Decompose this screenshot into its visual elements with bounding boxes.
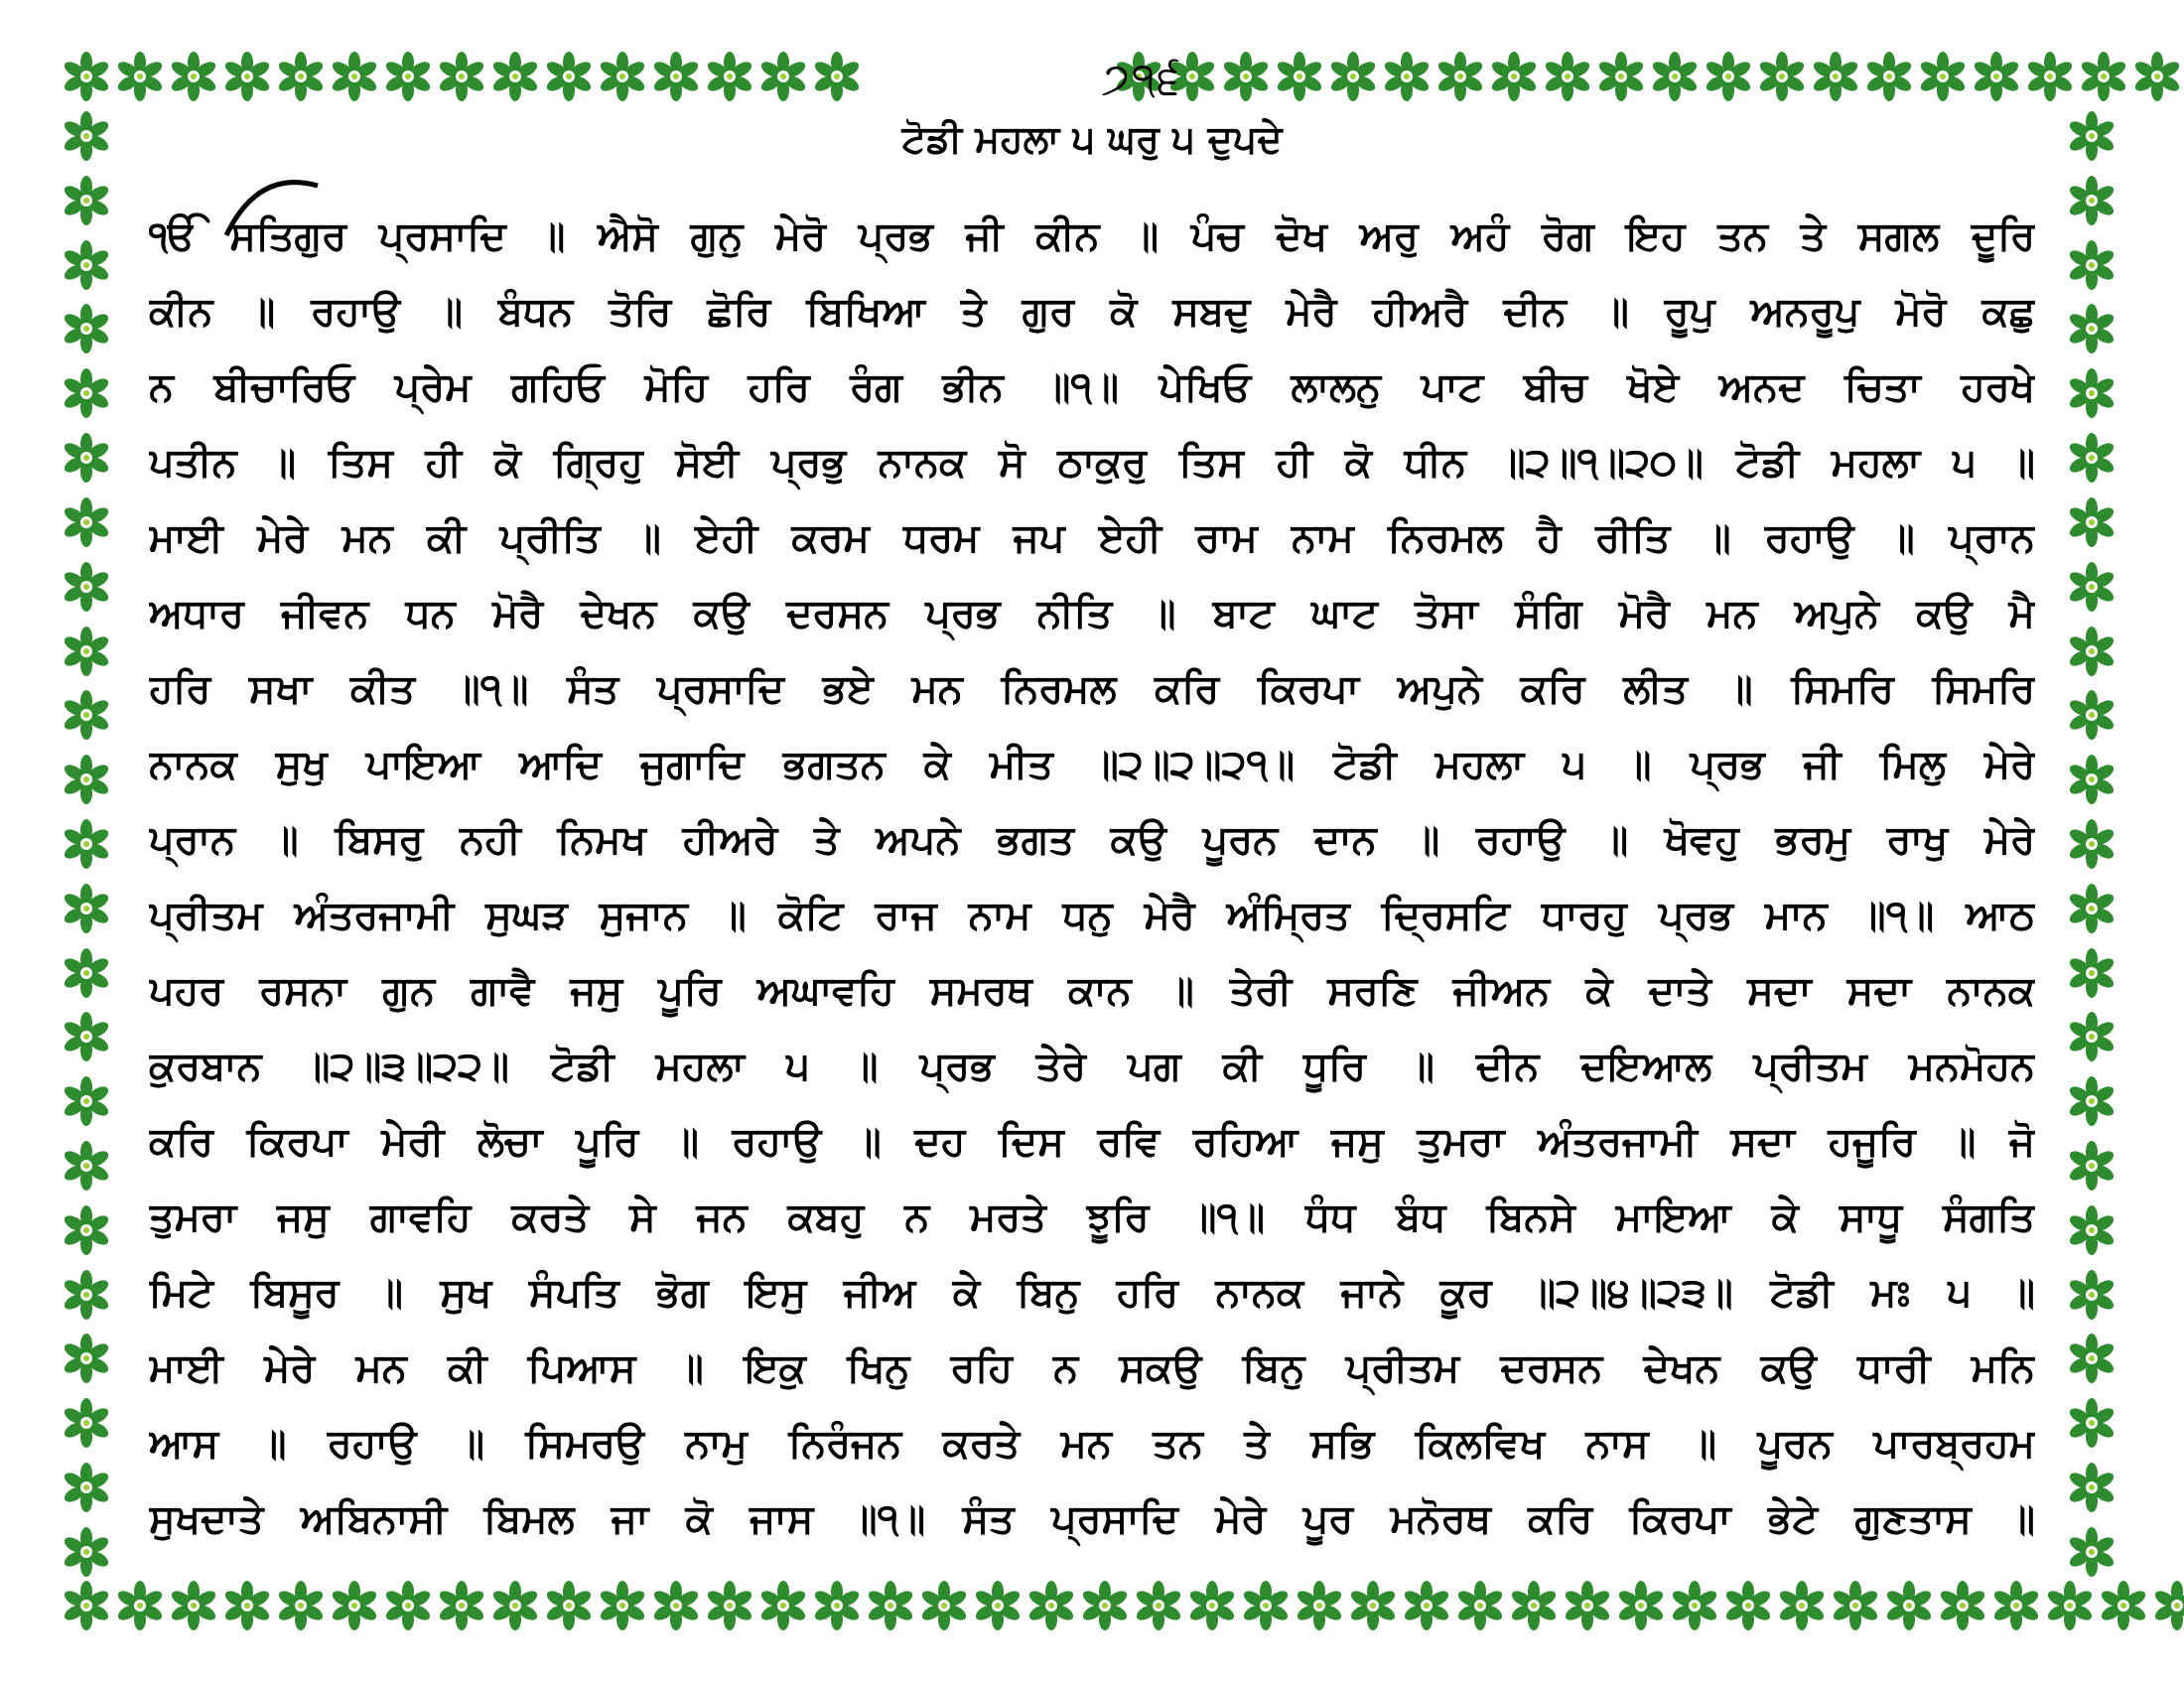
flower-icon	[1970, 50, 2023, 103]
flower-icon	[1024, 1579, 1078, 1632]
text-line: ਆਸ ॥ ਰਹਾਉ ॥ ਸਿਮਰਉ ਨਾਮੁ ਨਿਰੰਜਨ ਕਰਤੇ ਮਨ ਤਨ ਤੇ ਸਭਿ ਕਿਲਵਿਖ ਨਾਸ ॥ ਪੂਰਨ ਪਾਰਬ੍ਰਹਮ	[149, 1421, 2035, 1467]
flower-icon	[1185, 1579, 1239, 1632]
flower-icon	[2065, 174, 2118, 227]
text-line: ਨਾਨਕ ਸੁਖੁ ਪਾਇਆ ਆਦਿ ਜੁਗਾਦਿ ਭਗਤਨ ਕੇ ਮੀਤ ॥੨॥੨॥੨੧॥ ਟੋਡੀ ਮਹਲਾ ੫ ॥ ਪ੍ਰਭ ਜੀ ਮਿਲੁ ਮੇਰੇ	[149, 742, 2035, 787]
flower-icon	[1668, 1579, 1721, 1632]
flower-icon	[60, 1010, 113, 1063]
flower-icon	[596, 1579, 649, 1632]
flower-icon	[60, 1461, 113, 1514]
flower-icon	[60, 495, 113, 549]
flower-icon	[274, 1579, 328, 1632]
flower-icon	[971, 1579, 1024, 1632]
flower-icon	[756, 50, 810, 103]
flower-icon	[274, 50, 328, 103]
flower-icon	[1239, 1579, 1293, 1632]
text-line: ਨ ਬੀਚਾਰਿਓ ਪ੍ਰੇਮ ਗਹਿਓ ਮੋਹਿ ਹਰਿ ਰੰਗ ਭੀਨ ॥੧॥ ਪੇਖਿਓ ਲਾਲਨੁ ਪਾਟ ਬੀਚ ਖੋਏ ਅਨਦ ਚਿਤਾ ਹਰਖੇ	[149, 364, 2035, 410]
flower-icon	[2065, 1139, 2118, 1193]
text-line: ੴ ਸਤਿਗੁਰ ਪ੍ਰਸਾਦਿ ॥ ਐਸੋ ਗੁਨੁ ਮੇਰੋ ਪ੍ਰਭ ਜੀ ਕੀਨ ॥ ਪੰਚ ਦੋਖ ਅਰੁ ਅਹੰ ਰੋਗ ਇਹ ਤਨ ਤੇ ਸਗਲ ਦੂਰਿ	[149, 213, 2035, 259]
flower-icon	[2150, 1579, 2184, 1632]
text-line: ਪਤੀਨ ॥ ਤਿਸ ਹੀ ਕੋ ਗ੍ਰਿਹੁ ਸੋਈ ਪ੍ਰਭੁ ਨਾਨਕ ਸੋ ਠਾਕੁਰੁ ਤਿਸ ਹੀ ਕੋ ਧੀਨ ॥੨॥੧॥੨੦॥ ਟੋਡੀ ਮਹਲਾ ੫ ॥	[149, 440, 2035, 486]
flower-icon	[1882, 1579, 1936, 1632]
flower-icon	[488, 1579, 542, 1632]
flower-icon	[1293, 1579, 1346, 1632]
flower-icon	[113, 1579, 167, 1632]
flower-icon	[1433, 50, 1487, 103]
flower-icon	[1400, 1579, 1453, 1632]
flower-icon	[167, 50, 220, 103]
flower-icon	[60, 1396, 113, 1450]
flower-icon	[60, 817, 113, 871]
flower-icon	[596, 50, 649, 103]
flower-icon	[2065, 1396, 2118, 1450]
flower-icon	[2065, 946, 2118, 1000]
text-line: ਮਿਟੇ ਬਿਸੂਰ ॥ ਸੁਖ ਸੰਪਤਿ ਭੋਗ ਇਸੁ ਜੀਅ ਕੇ ਬਿਨੁ ਹਰਿ ਨਾਨਕ ਜਾਨੇ ਕੂਰ ॥੨॥੪॥੨੩॥ ਟੋਡੀ ਮਃ ੫ ॥	[149, 1270, 2035, 1316]
flower-icon	[2065, 753, 2118, 806]
flower-icon	[60, 1203, 113, 1257]
flower-icon	[703, 1579, 756, 1632]
flower-icon	[488, 50, 542, 103]
text-line: ਪ੍ਰਾਨ ॥ ਬਿਸਰੁ ਨਹੀ ਨਿਮਖ ਹੀਅਰੇ ਤੇ ਅਪਨੇ ਭਗਤ ਕਉ ਪੂਰਨ ਦਾਨ ॥ ਰਹਾਉ ॥ ਖੋਵਹੁ ਭਰਮੁ ਰਾਖੁ ਮੇਰੇ	[149, 817, 2035, 863]
flower-icon	[60, 1332, 113, 1385]
flower-icon	[60, 302, 113, 355]
flower-icon	[2065, 1461, 2118, 1514]
flower-icon	[60, 1074, 113, 1128]
flower-icon	[542, 50, 596, 103]
flower-icon	[328, 50, 381, 103]
flower-icon	[2065, 495, 2118, 549]
text-line: ਕਰਿ ਕਿਰਪਾ ਮੇਰੀ ਲੋਚਾ ਪੂਰਿ ॥ ਰਹਾਉ ॥ ਦਹ ਦਿਸ ਰਵਿ ਰਹਿਆ ਜਸੁ ਤੁਮਰਾ ਅੰਤਰਜਾਮੀ ਸਦਾ ਹਜੂਰਿ ॥ ਜੋ	[149, 1119, 2035, 1165]
flower-icon	[2065, 560, 2118, 614]
text-line: ਪਹਰ ਰਸਨਾ ਗੁਨ ਗਾਵੈ ਜਸੁ ਪੂਰਿ ਅਘਾਵਹਿ ਸਮਰਥ ਕਾਨ ॥ ਤੇਰੀ ਸਰਣਿ ਜੀਅਨ ਕੇ ਦਾਤੇ ਸਦਾ ਸਦਾ ਨਾਨਕ	[149, 968, 2035, 1014]
flower-icon	[2065, 817, 2118, 871]
flower-icon	[1273, 50, 1326, 103]
flower-icon	[2065, 431, 2118, 485]
flower-icon	[1775, 1579, 1829, 1632]
flower-icon	[1702, 50, 1755, 103]
text-line: ਪ੍ਰੀਤਮ ਅੰਤਰਜਾਮੀ ਸੁਘੜ ਸੁਜਾਨ ॥ ਕੋਟਿ ਰਾਜ ਨਾਮ ਧਨੁ ਮੇਰੈ ਅੰਮ੍ਰਿਤ ਦ੍ਰਿਸਟਿ ਧਾਰਹੁ ਪ੍ਰਭ ਮਾਨ ॥੧॥ ਆਠ	[149, 893, 2035, 938]
flower-icon	[2065, 625, 2118, 678]
flower-icon	[2065, 1074, 2118, 1128]
flower-icon	[1989, 1579, 2043, 1632]
flower-icon	[1453, 1579, 1507, 1632]
flower-icon	[917, 1579, 971, 1632]
flower-icon	[60, 625, 113, 678]
page-number: ੭੧੬	[1101, 54, 1182, 104]
flower-icon	[381, 1579, 435, 1632]
border-right	[2065, 109, 2124, 1579]
flower-icon	[1809, 50, 1862, 103]
flower-icon	[60, 174, 113, 227]
flower-icon	[542, 1579, 596, 1632]
flower-icon	[2065, 302, 2118, 355]
flower-icon	[2065, 1525, 2118, 1579]
flower-icon	[2065, 1203, 2118, 1257]
flower-icon	[60, 946, 113, 1000]
flower-icon	[381, 50, 435, 103]
flower-icon	[1862, 50, 1916, 103]
flower-icon	[1380, 50, 1433, 103]
flower-icon	[2065, 1010, 2118, 1063]
flower-icon	[2097, 1579, 2150, 1632]
flower-icon	[435, 50, 488, 103]
text-line: ਮਾਈ ਮੇਰੇ ਮਨ ਕੀ ਪਿਆਸ ॥ ਇਕੁ ਖਿਨੁ ਰਹਿ ਨ ਸਕਉ ਬਿਨੁ ਪ੍ਰੀਤਮ ਦਰਸਨ ਦੇਖਨ ਕਉ ਧਾਰੀ ਮਨਿ	[149, 1345, 2035, 1391]
flower-icon	[1078, 1579, 1132, 1632]
flower-icon	[60, 1139, 113, 1193]
flower-icon	[1132, 1579, 1185, 1632]
page-title: ਟੋਡੀ ਮਹਲਾ ੫ ਘਰੁ ੫ ਦੁਪਦੇ	[901, 117, 1283, 161]
flower-icon	[1487, 50, 1541, 103]
flower-icon	[1829, 1579, 1882, 1632]
flower-icon	[60, 688, 113, 742]
flower-icon	[810, 50, 864, 103]
flower-icon	[810, 1579, 864, 1632]
flower-icon	[220, 1579, 274, 1632]
flower-icon	[113, 50, 167, 103]
text-line: ਹਰਿ ਸਖਾ ਕੀਤ ॥੧॥ ਸੰਤ ਪ੍ਰਸਾਦਿ ਭਏ ਮਨ ਨਿਰਮਲ ਕਰਿ ਕਿਰਪਾ ਅਪੁਨੇ ਕਰਿ ਲੀਤ ॥ ਸਿਮਰਿ ਸਿਮਰਿ	[149, 666, 2035, 712]
flower-icon	[60, 366, 113, 420]
flower-icon	[2023, 50, 2077, 103]
flower-icon	[1561, 1579, 1614, 1632]
text-line: ਮਾਈ ਮੇਰੇ ਮਨ ਕੀ ਪ੍ਰੀਤਿ ॥ ਏਹੀ ਕਰਮ ਧਰਮ ਜਪ ਏਹੀ ਰਾਮ ਨਾਮ ਨਿਰਮਲ ਹੈ ਰੀਤਿ ॥ ਰਹਾਉ ॥ ਪ੍ਰਾਨ	[149, 515, 2035, 561]
flower-icon	[864, 1579, 917, 1632]
flower-icon	[1594, 50, 1648, 103]
text-line: ਕੀਨ ॥ ਰਹਾਉ ॥ ਬੰਧਨ ਤੋਰਿ ਛੋਰਿ ਬਿਖਿਆ ਤੇ ਗੁਰ ਕੋ ਸਬਦੁ ਮੇਰੈ ਹੀਅਰੈ ਦੀਨ ॥ ਰੂਪੁ ਅਨਰੂਪੁ ਮੋਰੋ ਕਛੁ	[149, 289, 2035, 335]
flower-icon	[1755, 50, 1809, 103]
scripture-text	[149, 199, 2035, 1557]
flower-icon	[328, 1579, 381, 1632]
flower-icon	[60, 1579, 113, 1632]
flower-icon	[1916, 50, 1970, 103]
flower-icon	[60, 431, 113, 485]
flower-icon	[1326, 50, 1380, 103]
text-line: ਕੁਰਬਾਨ ॥੨॥੩॥੨੨॥ ਟੋਡੀ ਮਹਲਾ ੫ ॥ ਪ੍ਰਭ ਤੇਰੇ ਪਗ ਕੀ ਧੂਰਿ ॥ ਦੀਨ ਦਇਆਲ ਪ੍ਰੀਤਮ ਮਨਮੋਹਨ	[149, 1044, 2035, 1089]
flower-icon	[167, 1579, 220, 1632]
flower-icon	[2043, 1579, 2097, 1632]
flower-icon	[60, 238, 113, 292]
flower-icon	[1648, 50, 1702, 103]
flower-icon	[2065, 238, 2118, 292]
flower-icon	[2065, 688, 2118, 742]
flower-icon	[703, 50, 756, 103]
flower-icon	[60, 50, 113, 103]
flower-icon	[60, 1525, 113, 1579]
flower-icon	[435, 1579, 488, 1632]
flower-icon	[649, 50, 703, 103]
flower-icon	[60, 882, 113, 935]
flower-icon	[60, 753, 113, 806]
border-left	[60, 109, 119, 1579]
flower-icon	[2130, 50, 2184, 103]
flower-icon	[2065, 1332, 2118, 1385]
flower-icon	[649, 1579, 703, 1632]
flower-icon	[220, 50, 274, 103]
flower-icon	[1936, 1579, 1989, 1632]
flower-icon	[756, 1579, 810, 1632]
flower-icon	[2065, 882, 2118, 935]
flower-icon	[1507, 1579, 1561, 1632]
flower-icon	[1721, 1579, 1775, 1632]
border-bottom	[60, 1579, 2124, 1638]
flower-icon	[2077, 50, 2130, 103]
text-line: ਸੁਖਦਾਤੇ ਅਬਿਨਾਸੀ ਬਿਮਲ ਜਾ ਕੋ ਜਾਸ ॥੧॥ ਸੰਤ ਪ੍ਰਸਾਦਿ ਮੇਰੇ ਪੂਰ ਮਨੋਰਥ ਕਰਿ ਕਿਰਪਾ ਭੇਟੇ ਗੁਣਤਾਸ ॥	[149, 1496, 2035, 1542]
flower-icon	[2065, 1268, 2118, 1322]
flower-icon	[60, 560, 113, 614]
flower-icon	[1346, 1579, 1400, 1632]
text-line: ਅਧਾਰ ਜੀਵਨ ਧਨ ਮੋਰੈ ਦੇਖਨ ਕਉ ਦਰਸਨ ਪ੍ਰਭ ਨੀਤਿ ॥ ਬਾਟ ਘਾਟ ਤੋਸਾ ਸੰਗਿ ਮੋਰੈ ਮਨ ਅਪੁਨੇ ਕਉ ਮੈ	[149, 591, 2035, 636]
text-line: ਤੁਮਰਾ ਜਸੁ ਗਾਵਹਿ ਕਰਤੇ ਸੇ ਜਨ ਕਬਹੁ ਨ ਮਰਤੇ ਝੂਰਿ ॥੧॥ ਧੰਧ ਬੰਧ ਬਿਨਸੇ ਮਾਇਆ ਕੇ ਸਾਧੂ ਸੰਗਤਿ	[149, 1195, 2035, 1240]
flower-icon	[1614, 1579, 1668, 1632]
flower-icon	[60, 1268, 113, 1322]
flower-icon	[2065, 366, 2118, 420]
flower-icon	[1541, 50, 1594, 103]
